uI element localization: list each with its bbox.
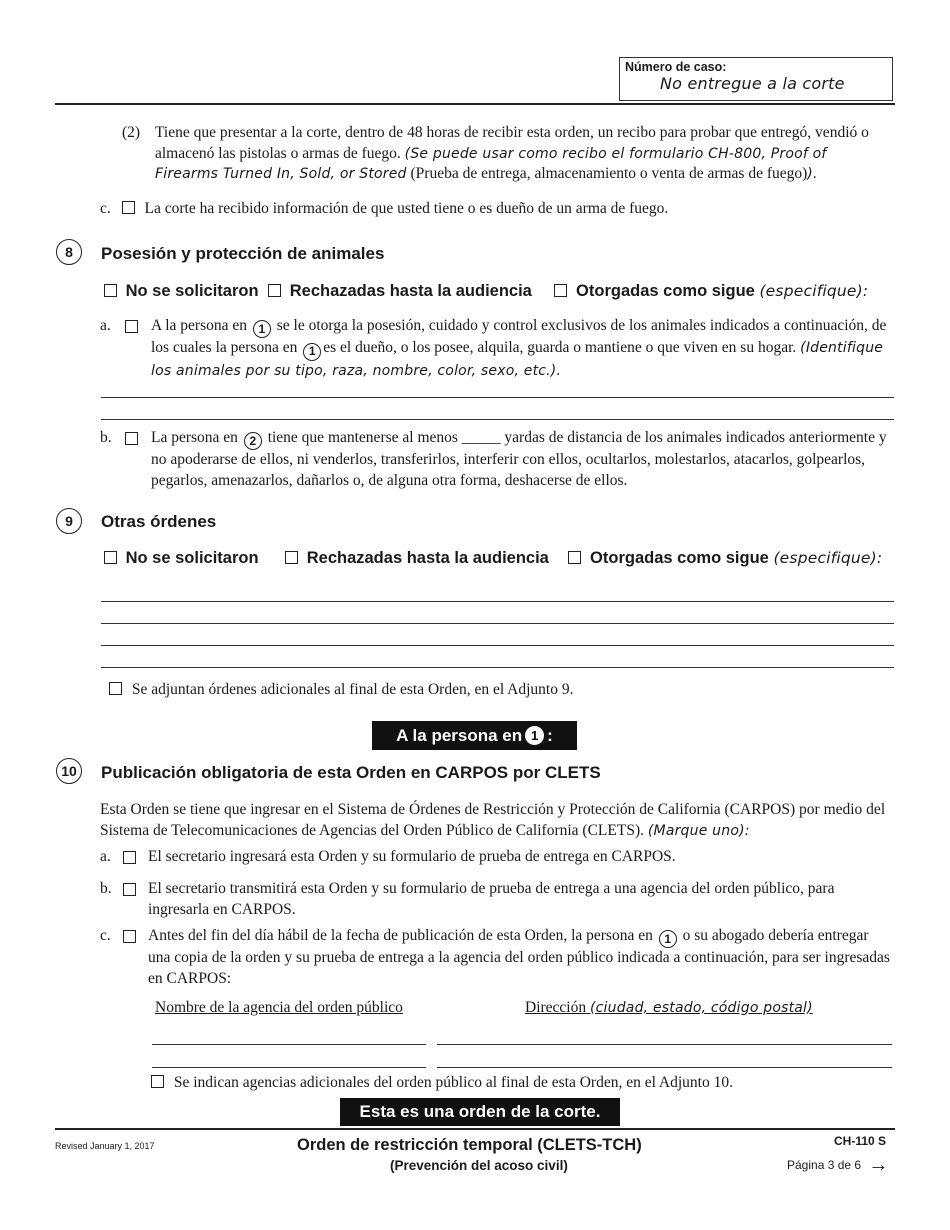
footer-page <box>787 1154 888 1177</box>
item8-granted-checkbox[interactable] <box>554 284 567 297</box>
item9-attach <box>109 681 574 699</box>
item10-additional-text: Se indican agencias adicionales del orden público al final de esta Orden, en el Adjunto 10. <box>173 1074 733 1091</box>
footer-revised: Revised January 1, 2017 <box>55 1141 155 1151</box>
item10-c-ref: 1 <box>659 930 677 948</box>
item10-intro <box>100 800 895 841</box>
item7-sub2-italic: (Se puede usar como recibo el formulario CH-800, Proof of Firearms Turned In, Sold, or Stored <box>155 145 827 182</box>
item9-number: 9 <box>56 508 82 534</box>
agency-address-line-1[interactable] <box>437 1044 892 1045</box>
item8-a-ref1: 1 <box>253 320 271 338</box>
item8-title: Posesión y protección de animales <box>101 244 385 263</box>
item8-b <box>100 428 890 491</box>
item7-c <box>100 200 668 218</box>
item10-a-text: El secretario ingresará esta Orden y su formulario de prueba de entrega en CARPOS. <box>148 848 676 865</box>
item8-b-ref: 2 <box>244 432 262 450</box>
item10-b-checkbox[interactable] <box>123 883 136 896</box>
item8-denied-label: Rechazadas hasta la audiencia <box>289 282 532 300</box>
item8-a-italic: (Identifique los animales por su tipo, raza, nombre, color, sexo, etc.). <box>151 340 884 379</box>
item8-a-text3: es el dueño, o los posee, alquila, guarda o mantiene o que viven en su hogar. <box>323 339 797 357</box>
item10-additional <box>151 1074 733 1092</box>
next-page-arrow-icon[interactable]: → <box>868 1154 889 1176</box>
item10-b-marker: b. <box>100 880 112 897</box>
respondent-banner <box>372 721 577 750</box>
item9-granted-checkbox[interactable] <box>568 551 581 564</box>
agency-name-line-1[interactable] <box>152 1044 426 1045</box>
item9-attach-text: Se adjuntan órdenes adicionales al final de esta Orden, en el Adjunto 9. <box>131 681 574 698</box>
item8-a <box>100 316 890 381</box>
item10-c-text2: o su abogado debería entregar una copia de la orden y su prueba de entrega a la agencia del orden público indicada a continuación, para ser ingresadas en CARPOS: <box>148 927 890 987</box>
item10-additional-checkbox[interactable] <box>151 1075 164 1088</box>
item9-options <box>104 549 904 568</box>
agency-address-italic: (ciudad, estado, código postal) <box>589 1000 813 1016</box>
footer-page-text: Página 3 de 6 <box>787 1158 862 1172</box>
case-number-value: No entregue a la corte <box>660 74 845 93</box>
item9-fill-line-4[interactable] <box>101 667 894 668</box>
item7-c-marker: c. <box>100 200 111 217</box>
item8-b-marker: b. <box>100 429 112 446</box>
item8-a-text2: se le otorga la posesión, cuidado y control exclusivos de los animales indicados a continuación, de los cuales la persona en <box>151 317 887 357</box>
footer-title: Orden de restricción temporal (CLETS-TCH) <box>297 1136 642 1154</box>
item10-intro-italic: (Marque uno): <box>647 822 750 839</box>
item9-fill-line-3[interactable] <box>101 645 894 646</box>
item7-sub2-marker: (2) <box>122 124 141 141</box>
item8-fill-line-2[interactable] <box>101 419 894 420</box>
item8-granted-label: Otorgadas como sigue <box>576 282 755 300</box>
item10-a-checkbox[interactable] <box>123 851 136 864</box>
item8-not-requested-checkbox[interactable] <box>104 284 117 297</box>
item8-b-text2: tiene que mantenerse al menos _____ yardas de distancia de los animales indicados anteriormente y no apoderarse de ellos, ni venderlos, transferirlos, interferir con ellos, ocultarlos, molestarlos, atacarlos, golpearlos, pegarlos, amenazarlos, dañarlos o, de alguna otra forma, deshacerse de ellos. <box>151 429 887 489</box>
item10-intro-text: Esta Orden se tiene que ingresar en el Sistema de Órdenes de Restricción y Protección de California (CARPOS) por medio del Sistema de Telecomunicaciones de Agencias del Orden Público de California (CLETS). <box>100 801 886 839</box>
footer-rule <box>55 1128 895 1130</box>
item8-b-text1: La persona en <box>151 429 238 446</box>
item10-a-marker: a. <box>100 848 111 865</box>
item8-number: 8 <box>56 239 82 265</box>
item10-c <box>100 926 890 989</box>
agency-name-header: Nombre de la agencia del orden público <box>155 999 403 1016</box>
respondent-banner-colon: : <box>547 725 553 745</box>
item9-denied-checkbox[interactable] <box>285 551 298 564</box>
item10-c-marker: c. <box>100 927 111 944</box>
agency-address-header <box>525 999 813 1017</box>
item7-sub2-close: ). <box>807 166 818 182</box>
item9-not-requested-checkbox[interactable] <box>104 551 117 564</box>
item10-b-text: El secretario transmitirá esta Orden y su formulario de prueba de entrega a una agencia del orden público, para ingresarla en CARPOS. <box>148 880 835 918</box>
agency-address-label: Dirección <box>525 999 587 1016</box>
item8-a-checkbox[interactable] <box>125 320 138 333</box>
item8-a-text1: A la persona en <box>151 317 247 334</box>
item10-title: Publicación obligatoria de esta Orden en CARPOS por CLETS <box>101 763 601 782</box>
item7-sub2-tail: (Prueba de entrega, almacenamiento o venta de armas de fuego) <box>410 165 808 182</box>
item7-sub2 <box>122 123 892 185</box>
item7-c-checkbox[interactable] <box>122 201 135 214</box>
respondent-banner-text: A la persona en <box>396 725 523 745</box>
case-number-label: Número de caso: <box>625 60 727 74</box>
item10-c-checkbox[interactable] <box>123 930 136 943</box>
item9-specify-label: (especifique): <box>773 549 883 567</box>
item9-title: Otras órdenes <box>101 512 217 531</box>
item9-fill-line-1[interactable] <box>101 601 894 602</box>
item8-specify-label: (especifique): <box>759 282 869 300</box>
item8-fill-line-1[interactable] <box>101 397 894 398</box>
item8-a-marker: a. <box>100 317 111 334</box>
item9-granted-label: Otorgadas como sigue <box>590 549 769 567</box>
item9-denied-label: Rechazadas hasta la audiencia <box>306 549 549 567</box>
case-number-box <box>619 57 893 101</box>
item9-not-requested-label: No se solicitaron <box>125 549 259 567</box>
item7-c-text: La corte ha recibido información de que usted tiene o es dueño de un arma de fuego. <box>144 200 669 217</box>
item9-attach-checkbox[interactable] <box>109 682 122 695</box>
agency-address-line-2[interactable] <box>437 1067 892 1068</box>
agency-name-line-2[interactable] <box>152 1067 426 1068</box>
item10-number: 10 <box>56 758 82 784</box>
item7-sub2-text: Tiene que presentar a la corte, dentro de 48 horas de recibir esta orden, un recibo para probar que entregó, vendió o almacenó las pistolas o armas de fuego. <box>155 124 869 162</box>
footer-subtitle: (Prevención del acoso civil) <box>390 1158 568 1173</box>
item8-b-checkbox[interactable] <box>125 432 138 445</box>
respondent-banner-ref: 1 <box>525 726 544 745</box>
item10-c-text1: Antes del fin del día hábil de la fecha de publicación de esta Orden, la persona en <box>148 927 653 944</box>
item8-a-ref2: 1 <box>303 343 321 361</box>
item8-options <box>104 282 904 301</box>
item8-denied-checkbox[interactable] <box>268 284 281 297</box>
court-order-banner: Esta es una orden de la corte. <box>340 1098 620 1126</box>
header-rule <box>55 103 895 105</box>
item9-fill-line-2[interactable] <box>101 623 894 624</box>
footer-form-number: CH-110 S <box>834 1134 887 1148</box>
item8-not-requested-label: No se solicitaron <box>125 282 259 300</box>
item10-a <box>100 847 890 868</box>
item10-b <box>100 879 890 920</box>
